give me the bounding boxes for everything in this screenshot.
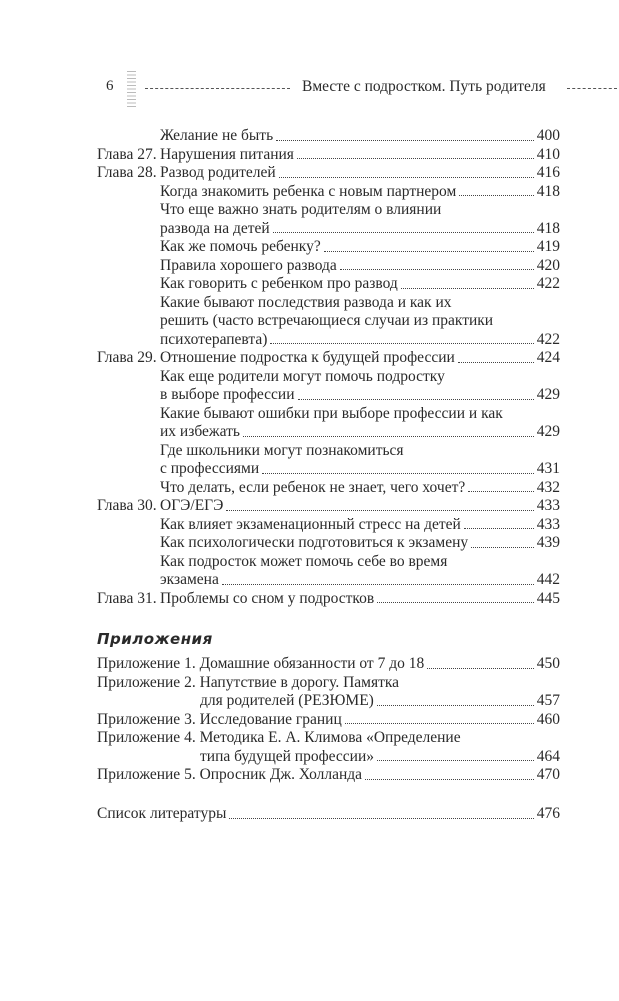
dashed-rule-right: [567, 88, 617, 89]
entry-title: с профессиями: [160, 460, 260, 477]
page-ref: 431: [536, 460, 560, 477]
appendix-heading: Приложения: [97, 630, 213, 648]
toc-line[interactable]: [97, 516, 560, 535]
toc-line[interactable]: [97, 692, 560, 711]
entry-title: психотерапевта): [160, 330, 268, 348]
dot-leader: [262, 460, 534, 474]
page-ref: 439: [536, 534, 560, 551]
page-ref: 442: [536, 571, 560, 588]
entry-title: развода на детей: [160, 219, 270, 237]
page-ref: 432: [536, 478, 560, 496]
entry-title: Список литературы: [97, 805, 227, 822]
entry-title: в выборе профессии: [160, 386, 295, 403]
dot-leader: [279, 164, 534, 178]
chapter-label: Глава 27.: [97, 145, 157, 163]
bibliography-entry: [97, 805, 560, 824]
entry-title: Что еще важно знать родителям о влиянии: [160, 201, 442, 218]
page-ref: 460: [536, 710, 560, 728]
entry-title: Как же помочь ребенку?: [160, 238, 321, 255]
entry-title: Приложение 1. Домашние обязанности от 7 до 18: [97, 655, 425, 672]
toc-line[interactable]: [97, 553, 560, 572]
chapter-label: Глава 28.: [97, 164, 157, 181]
page-ref: 400: [536, 127, 560, 144]
dot-leader: [471, 534, 534, 548]
entry-title: Развод родителей: [160, 164, 276, 181]
chapter-label: Глава 30.: [97, 497, 157, 514]
page-ref: 429: [536, 423, 560, 440]
entry-title: Где школьники могут познакомиться: [160, 441, 404, 459]
page-ref: 424: [536, 349, 560, 366]
toc-line[interactable]: [97, 368, 560, 387]
toc-line[interactable]: [97, 220, 560, 239]
toc-line[interactable]: [97, 386, 560, 405]
toc-line[interactable]: [97, 655, 560, 674]
page-ref: 416: [536, 164, 560, 181]
page-ref: 422: [536, 275, 560, 292]
dot-leader: [270, 331, 533, 345]
dot-leader: [458, 349, 534, 363]
toc-line[interactable]: [97, 164, 560, 183]
entry-title: экзамена: [160, 571, 219, 588]
entry-title: Какие бывают последствия развода и как их: [160, 293, 452, 311]
toc-line[interactable]: [97, 127, 560, 146]
dot-leader: [229, 805, 533, 819]
dot-leader: [377, 748, 534, 762]
dot-leader: [222, 571, 534, 585]
entry-title: Что делать, если ребенок не знает, чего хочет?: [160, 478, 466, 496]
toc-line[interactable]: [97, 331, 560, 350]
toc-line[interactable]: [97, 405, 560, 424]
dot-leader: [464, 516, 534, 530]
toc-line[interactable]: [97, 674, 560, 693]
toc-line[interactable]: [97, 766, 560, 785]
entry-title: Какие бывают ошибки при выборе профессии и как: [160, 404, 503, 422]
toc-line[interactable]: [97, 294, 560, 313]
entry-title: Как подросток может помочь себе во время: [160, 552, 448, 570]
entry-title: Желание не быть: [160, 127, 274, 144]
dot-leader: [345, 711, 534, 725]
page-ref: 433: [536, 515, 560, 533]
entry-title: Отношение подростка к будущей профессии: [160, 349, 455, 366]
toc-line[interactable]: [97, 479, 560, 498]
dot-leader: [276, 127, 534, 141]
dot-leader: [459, 183, 533, 197]
dot-leader: [273, 220, 534, 234]
entry-title: типа будущей профессии»: [200, 747, 375, 765]
entry-title: Проблемы со сном у подростков: [160, 589, 375, 607]
dot-leader: [401, 275, 534, 289]
toc-line[interactable]: [97, 312, 560, 331]
page-ref: 418: [536, 182, 560, 200]
entry-title: Приложение 3. Исследование границ: [97, 710, 342, 728]
entry-title: для родителей (РЕЗЮМЕ): [200, 692, 374, 709]
dot-leader: [324, 238, 534, 252]
entry-title: Нарушения питания: [160, 145, 294, 163]
toc-line[interactable]: [97, 534, 560, 553]
chapter-label: Глава 31.: [97, 589, 157, 607]
dot-leader: [377, 590, 534, 604]
toc-line[interactable]: [97, 183, 560, 202]
toc-line[interactable]: [97, 146, 560, 165]
toc-line[interactable]: [97, 805, 560, 824]
dot-leader: [427, 655, 534, 669]
toc-line[interactable]: [97, 590, 560, 609]
page-ref: 420: [536, 256, 560, 274]
appendix-list: [97, 655, 560, 785]
page-ref: 450: [536, 655, 560, 672]
dot-leader: [226, 497, 533, 511]
dot-leader: [340, 257, 534, 271]
dot-leader: [298, 386, 534, 400]
entry-title: Как говорить с ребенком про развод: [160, 275, 398, 292]
page-ref: 433: [536, 497, 560, 514]
dot-leader: [365, 766, 534, 780]
toc-line[interactable]: [97, 201, 560, 220]
page-ref: 476: [536, 805, 560, 822]
page-ref: 410: [536, 145, 560, 163]
entry-title: Приложение 4. Методика Е. А. Климова «Определение: [97, 729, 461, 746]
dot-leader: [377, 692, 534, 706]
entry-title: Когда знакомить ребенка с новым партнером: [160, 182, 457, 200]
page-number: 6: [106, 78, 114, 94]
toc-line[interactable]: [97, 497, 560, 516]
entry-title: Как психологически подготовиться к экзамену: [160, 534, 469, 551]
entry-title: ОГЭ/ЕГЭ: [160, 497, 224, 514]
toc-line[interactable]: [97, 711, 560, 730]
dot-leader: [297, 146, 534, 160]
entry-title: Как еще родители могут помочь подростку: [160, 367, 445, 385]
toc-line[interactable]: [97, 460, 560, 479]
toc-line[interactable]: [97, 748, 560, 767]
toc-line[interactable]: [97, 729, 560, 748]
entry-title: Приложение 5. Опросник Дж. Холланда: [97, 766, 363, 783]
dot-leader: [468, 479, 534, 493]
page-ref: 457: [536, 692, 560, 709]
page-ref: 418: [536, 219, 560, 237]
toc-line[interactable]: [97, 571, 560, 590]
entry-title: их избежать: [160, 423, 240, 440]
toc-line[interactable]: [97, 442, 560, 461]
dot-leader: [243, 423, 534, 437]
running-title: Вместе с подростком. Путь родителя: [302, 78, 546, 95]
toc-line[interactable]: [97, 423, 560, 442]
page-ref: 470: [536, 766, 560, 783]
entry-title: Правила хорошего развода: [160, 256, 337, 274]
decorative-stripes: [127, 71, 136, 107]
entry-title: Как влияет экзаменационный стресс на детей: [160, 515, 461, 533]
page-ref: 445: [536, 589, 560, 607]
page-ref: 429: [536, 386, 560, 403]
toc-line[interactable]: [97, 257, 560, 276]
page-ref: 422: [536, 330, 560, 348]
chapter-label: Глава 29.: [97, 349, 157, 366]
toc-line[interactable]: [97, 349, 560, 368]
toc-line[interactable]: [97, 275, 560, 294]
page-ref: 419: [536, 238, 560, 255]
page-ref: 464: [536, 747, 560, 765]
entry-title: решить (часто встречающиеся случаи из практики: [160, 312, 494, 329]
toc-line[interactable]: [97, 238, 560, 257]
table-of-contents: [97, 127, 560, 608]
entry-title: Приложение 2. Напутствие в дорогу. Памятка: [97, 673, 400, 691]
dashed-rule-left: [145, 88, 290, 89]
